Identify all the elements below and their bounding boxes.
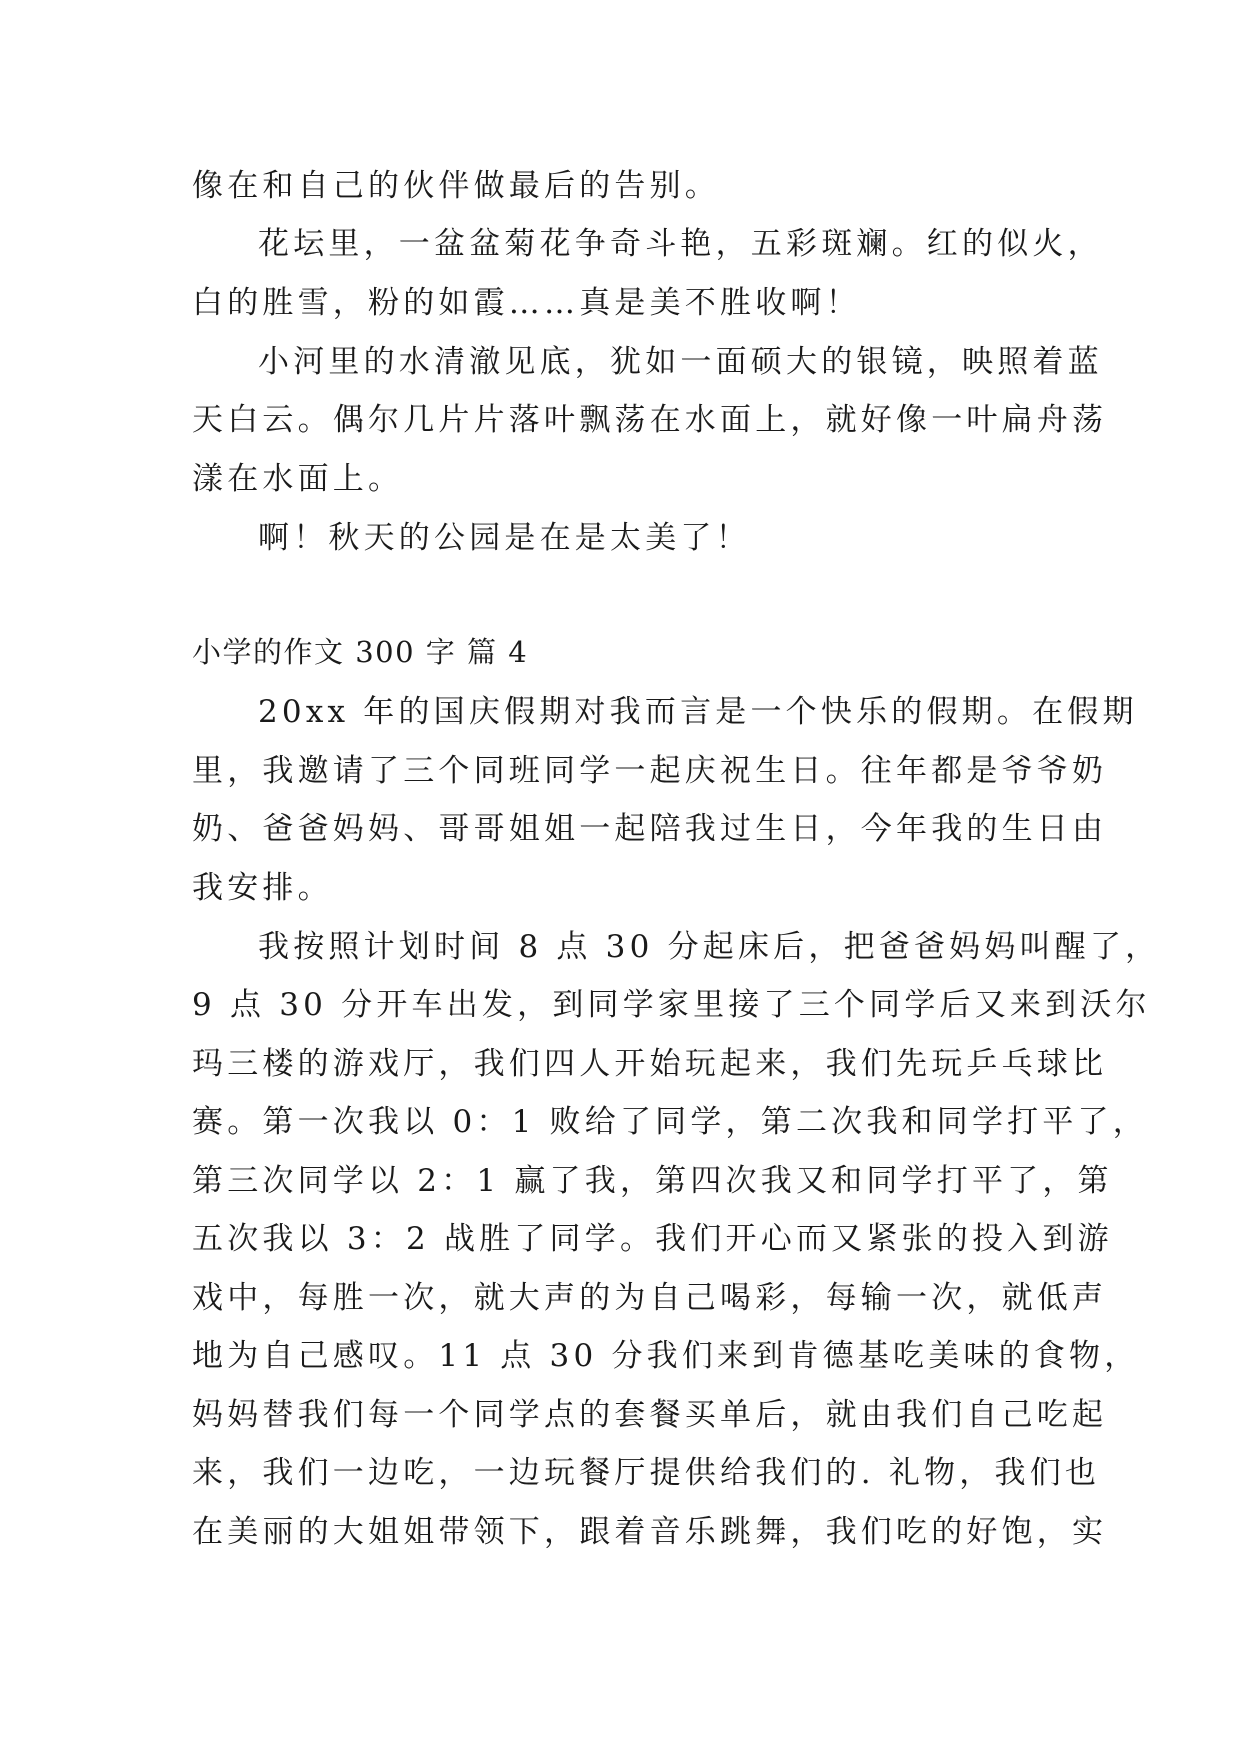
paragraph-line: 啊！秋天的公园是在是太美了！: [258, 520, 751, 556]
paragraph-line: 里，我邀请了三个同班同学一起庆祝生日。往年都是爷爷奶: [192, 753, 1108, 789]
paragraph-line: 天白云。偶尔几片片落叶飘荡在水面上，就好像一叶扁舟荡: [192, 402, 1108, 438]
paragraph-line: 奶、爸爸妈妈、哥哥姐姐一起陪我过生日，今年我的生日由: [192, 811, 1108, 847]
paragraph-line: 20xx 年的国庆假期对我而言是一个快乐的假期。在假期: [258, 694, 1138, 730]
paragraph-line: 五次我以 3：2 战胜了同学。我们开心而又紧张的投入到游: [192, 1221, 1113, 1257]
paragraph-line: 像在和自己的伙伴做最后的告别。: [192, 168, 720, 204]
paragraph-line: 花坛里，一盆盆菊花争奇斗艳，五彩斑斓。红的似火，: [258, 226, 1103, 262]
paragraph-line: 来，我们一边吃，一边玩餐厅提供给我们的. 礼物，我们也: [192, 1455, 1101, 1491]
paragraph-line: 在美丽的大姐姐带领下，跟着音乐跳舞，我们吃的好饱，实: [192, 1514, 1108, 1550]
paragraph-line: 地为自己感叹。11 点 30 分我们来到肯德基吃美味的食物，: [192, 1338, 1140, 1374]
section-heading: 小学的作文 300 字 篇 4: [192, 635, 529, 669]
paragraph-line: 漾在水面上。: [192, 461, 404, 497]
paragraph-line: 妈妈替我们每一个同学点的套餐买单后，就由我们自己吃起: [192, 1397, 1108, 1433]
paragraph-line: 我安排。: [192, 870, 333, 906]
paragraph-line: 戏中，每胜一次，就大声的为自己喝彩，每输一次，就低声: [192, 1280, 1108, 1316]
paragraph-line: 白的胜雪，粉的如霞……真是美不胜收啊！: [192, 285, 861, 321]
paragraph-line: 赛。第一次我以 0：1 败给了同学，第二次我和同学打平了，: [192, 1104, 1148, 1140]
paragraph-line: 9 点 30 分开车出发，到同学家里接了三个同学后又来到沃尔: [192, 987, 1151, 1023]
paragraph-line: 玛三楼的游戏厅，我们四人开始玩起来，我们先玩乒乓球比: [192, 1046, 1108, 1082]
paragraph-line: 我按照计划时间 8 点 30 分起床后，把爸爸妈妈叫醒了，: [258, 929, 1161, 965]
paragraph-line: 小河里的水清澈见底，犹如一面硕大的银镜，映照着蓝: [258, 344, 1103, 380]
paragraph-line: 第三次同学以 2：1 赢了我，第四次我又和同学打平了，第: [192, 1163, 1113, 1199]
